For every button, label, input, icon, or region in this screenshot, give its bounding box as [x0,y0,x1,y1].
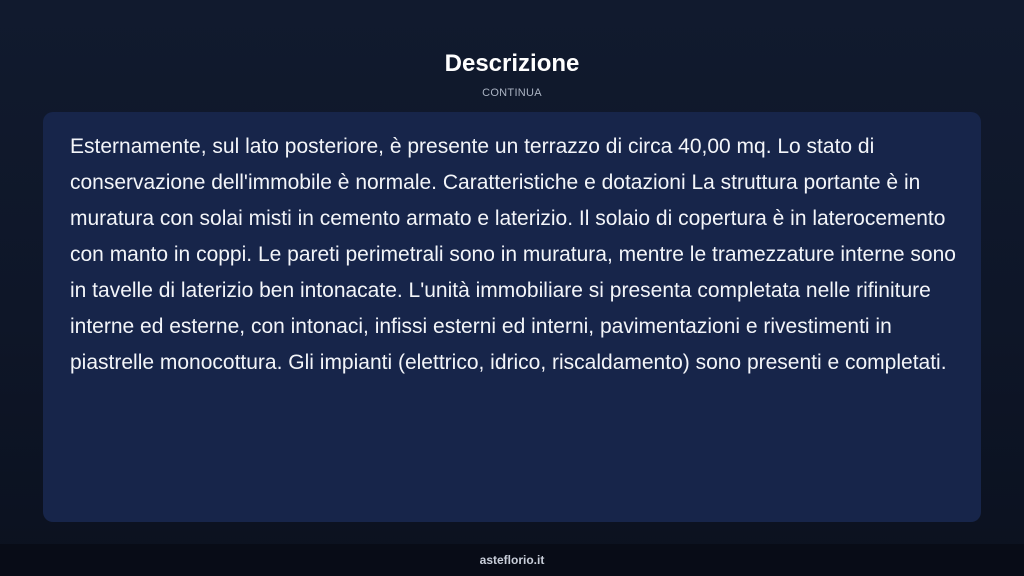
page-title: Descrizione [444,50,580,77]
description-panel [43,112,981,522]
continued-label: CONTINUA [482,87,542,99]
slide-header [0,48,1024,100]
footer-bar [0,544,1024,576]
description-text: Esternamente, sul lato posteriore, è presente un terrazzo di circa 40,00 mq. Lo stato di conservazione dell'immobile è normale. Caratteristiche e dotazioni La struttura portante è in muratura con solai misti in cemento armato e laterizio. Il solaio di copertura è in laterocemento con manto in coppi. Le pareti perimetrali sono in muratura, mentre le tramezzature interne sono in tavelle di laterizio ben intonacate. L'unità immobiliare si presenta completata nelle rifiniture interne ed esterne, con intonaci, infissi esterni ed interni, pavimentazioni e rivestimenti in piastrelle monocottura. Gli impianti (elettrico, idrico, riscaldamento) sono presenti e completati. [70,135,956,374]
footer-brand: asteflorio.it [479,553,545,567]
